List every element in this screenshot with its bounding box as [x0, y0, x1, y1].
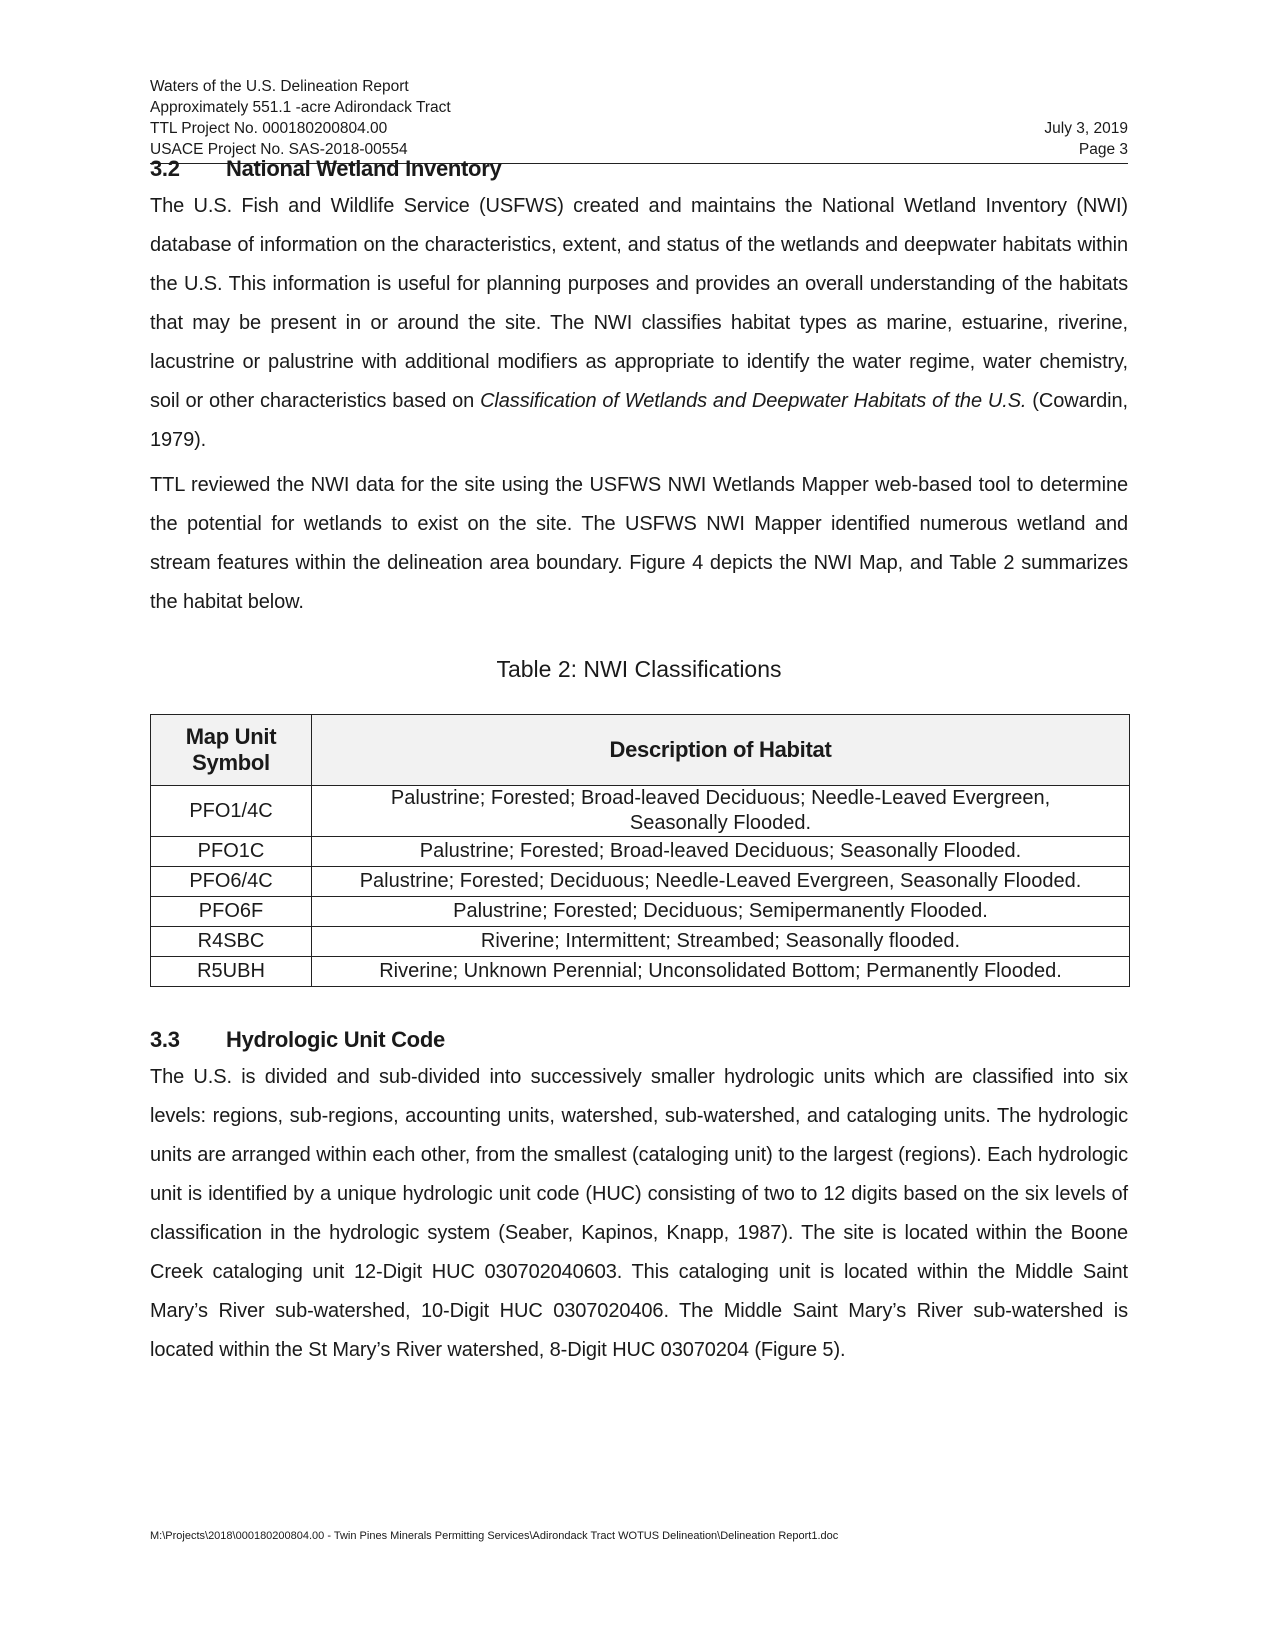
table-row	[151, 927, 1130, 957]
paragraph-text: The U.S. Fish and Wildlife Service (USFWS) created and maintains the National Wetland Inventory (NWI) database of information on the characteristics, extent, and status of the wetlands and deepwater habitats within the U.S. This information is useful for planning purposes and provides an overall understanding of the habitats that may be present in or around the site. The NWI classifies habitat types as marine, estuarine, riverine, lacustrine or palustrine with additional modifiers as appropriate to identify the water regime, water chemistry, soil or other characteristics based on	[150, 195, 1128, 412]
description-line2: Seasonally Flooded.	[629, 812, 812, 834]
header-usace-project: USACE Project No. SAS-2018-00554	[150, 141, 408, 158]
paragraph-nwi-intro	[150, 187, 1128, 460]
header-left	[150, 76, 451, 160]
header-tract: Approximately 551.1 -acre Adirondack Tract	[150, 99, 451, 116]
paragraph-nwi-review: TTL reviewed the NWI data for the site using the USFWS NWI Wetlands Mapper web-based tool to determine the potential for wetlands to exist on the site. The USFWS NWI Mapper identified numerous wetland and stream features within the delineation area boundary. Figure 4 depicts the NWI Map, and Table 2 summarizes the habitat below.	[150, 474, 1128, 613]
paragraph-citation-title: Classification of Wetlands and Deepwater Habitats of the U.S.	[480, 390, 1027, 412]
header-page-number: Page 3	[1078, 141, 1128, 158]
header-symbol-line2: Symbol	[192, 750, 270, 775]
table-header-row	[151, 715, 1130, 786]
column-header-description: Description of Habitat	[312, 715, 1130, 786]
paragraph-huc: The U.S. is divided and sub-divided into successively smaller hydrologic units which are classified into six levels: regions, sub-regions, accounting units, watershed, sub-watershed, and cataloging units. The hydrologic units are arranged within each other, from the smallest (cataloging unit) to the largest (regions). Each hydrologic unit is identified by a unique hydrologic unit code (HUC) consisting of two to 12 digits based on the six levels of classification in the hydrologic system (Seaber, Kapinos, Knapp, 1987). The site is located within the Boone Creek cataloging unit 12-Digit HUC 030702040603. This cataloging unit is located within the Middle Saint Mary’s River sub-watershed, 10-Digit HUC 0307020406. The Middle Saint Mary’s River sub-watershed is located within the St Mary’s River watershed, 8-Digit HUC 03070204 (Figure 5).	[150, 1066, 1128, 1361]
section-heading-3-2	[150, 156, 501, 182]
habitat-description: Riverine; Intermittent; Streambed; Seasonally flooded.	[312, 927, 1130, 957]
column-header-symbol	[151, 715, 312, 786]
habitat-description: Palustrine; Forested; Deciduous; Needle-Leaved Evergreen, Seasonally Flooded.	[312, 867, 1130, 897]
map-unit-symbol: PFO6F	[151, 897, 312, 927]
habitat-description	[312, 786, 1130, 837]
nwi-classifications-table	[150, 714, 1130, 987]
habitat-description: Palustrine; Forested; Deciduous; Semipermanently Flooded.	[312, 897, 1130, 927]
page-header	[150, 76, 1128, 164]
section-title: National Wetland Inventory	[226, 156, 502, 181]
section-heading-3-3	[150, 1027, 445, 1053]
header-report-title: Waters of the U.S. Delineation Report	[150, 78, 409, 95]
table-row	[151, 867, 1130, 897]
header-right	[1044, 118, 1128, 160]
habitat-description: Palustrine; Forested; Broad-leaved Deciduous; Seasonally Flooded.	[312, 837, 1130, 867]
table-row	[151, 786, 1130, 837]
map-unit-symbol: R4SBC	[151, 927, 312, 957]
table-row	[151, 957, 1130, 987]
section-title: Hydrologic Unit Code	[226, 1027, 445, 1052]
map-unit-symbol: PFO6/4C	[151, 867, 312, 897]
table-row	[151, 897, 1130, 927]
footer-file-path: M:\Projects\2018\000180200804.00 - Twin Pines Minerals Permitting Services\Adirondack Tract WOTUS Delineation\Delineation Report1.doc	[150, 1530, 839, 1542]
header-symbol-line1: Map Unit	[185, 724, 277, 749]
map-unit-symbol: PFO1C	[151, 837, 312, 867]
paragraph-text-tail: (Cowardin, 1979).	[150, 390, 1128, 451]
table-row	[151, 837, 1130, 867]
description-line1: Palustrine; Forested; Broad-leaved Deciduous; Needle-Leaved Evergreen,	[390, 787, 1051, 809]
section-number: 3.3	[150, 1027, 180, 1052]
table-caption: Table 2: NWI Classifications	[496, 656, 782, 682]
header-date: July 3, 2019	[1044, 120, 1128, 137]
map-unit-symbol: PFO1/4C	[151, 786, 312, 837]
section-number: 3.2	[150, 156, 180, 181]
map-unit-symbol: R5UBH	[151, 957, 312, 987]
header-ttl-project: TTL Project No. 000180200804.00	[150, 120, 388, 137]
habitat-description: Riverine; Unknown Perennial; Unconsolidated Bottom; Permanently Flooded.	[312, 957, 1130, 987]
